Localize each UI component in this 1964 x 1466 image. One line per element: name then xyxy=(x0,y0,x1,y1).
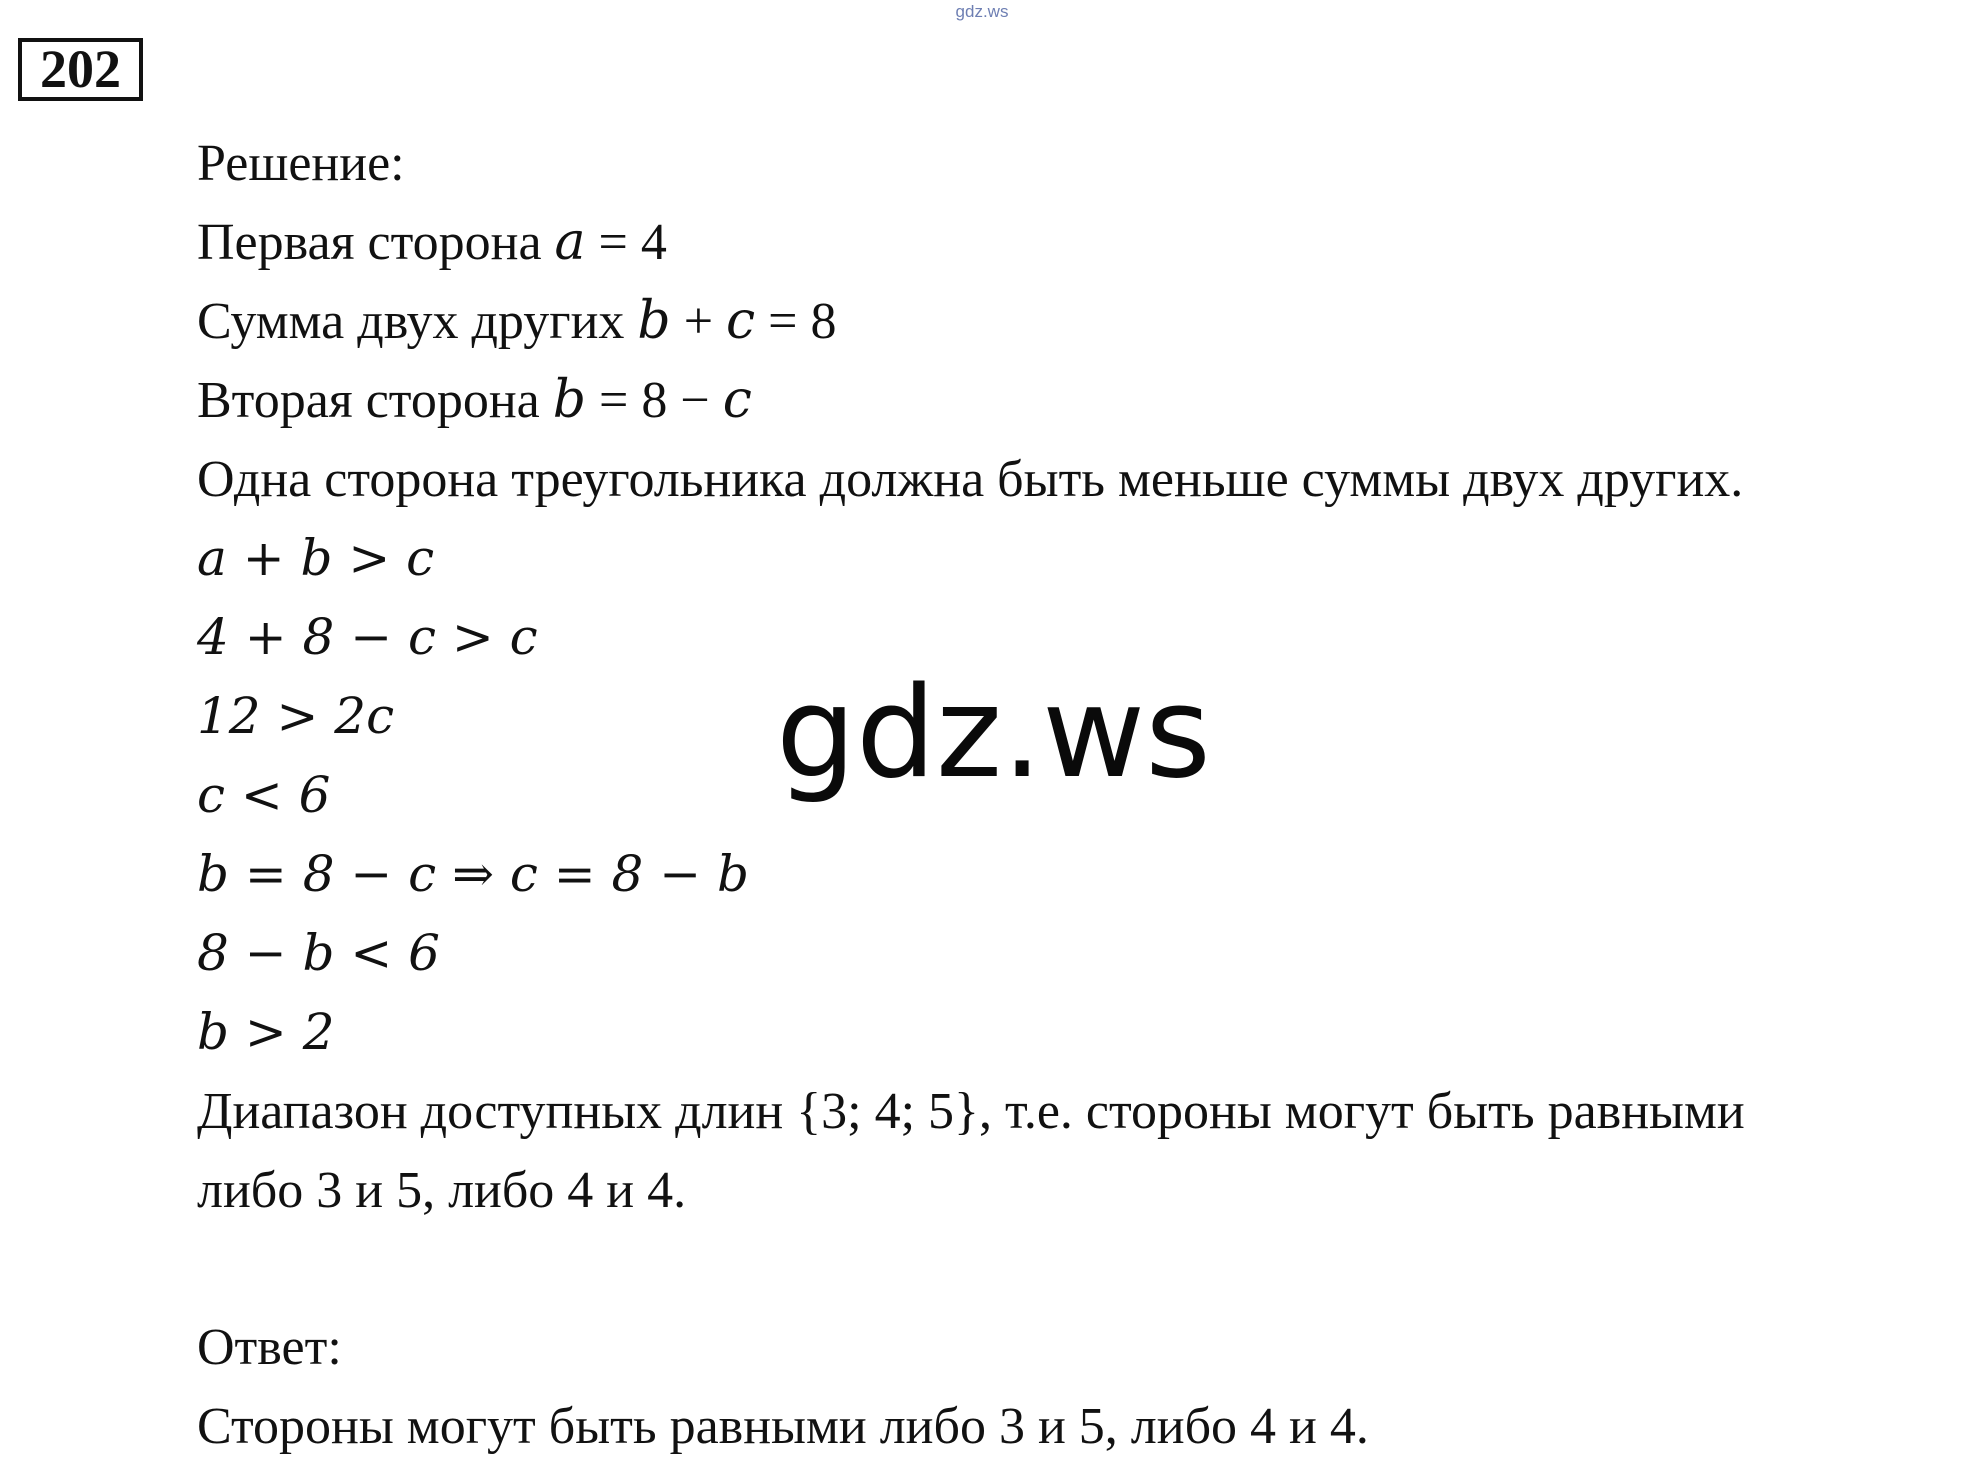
math-line: 𝑎 + 𝑏 > 𝑐 xyxy=(197,529,435,587)
problem-number: 202 xyxy=(18,38,143,101)
math-line: 12 > 2𝑐 xyxy=(197,687,395,745)
math-line: 8 − 𝑏 < 6 xyxy=(197,924,440,982)
center-watermark: gdz.ws xyxy=(776,659,1211,806)
spacer xyxy=(197,1230,1957,1308)
math-line: 𝑐 < 6 xyxy=(197,766,331,824)
top-watermark: gdz.ws xyxy=(955,2,1009,21)
solution-line: Вторая сторона 𝑏 = 8 − 𝑐 xyxy=(197,372,752,429)
answer-text: Стороны могут быть равными либо 3 и 5, либо 4 и 4. xyxy=(197,1398,1369,1455)
math-line: 𝑏 > 2 xyxy=(197,1003,335,1061)
math-line: 𝑏 = 8 − 𝑐 ⇒ 𝑐 = 8 − 𝑏 xyxy=(197,845,750,903)
solution-heading: Решение: xyxy=(197,135,405,192)
solution-line: либо 3 и 5, либо 4 и 4. xyxy=(197,1162,687,1219)
solution-line: Первая сторона 𝑎 = 4 xyxy=(197,214,667,271)
solution-line: Сумма двух других 𝑏 + 𝑐 = 8 xyxy=(197,293,837,350)
math-line: 4 + 8 − 𝑐 > 𝑐 xyxy=(197,608,538,666)
solution-line: Одна сторона треугольника должна быть меньше суммы двух других. xyxy=(197,451,1744,508)
answer-label: Ответ: xyxy=(197,1319,342,1376)
solution-line: Диапазон доступных длин {3; 4; 5}, т.е. стороны могут быть равными xyxy=(197,1083,1745,1140)
